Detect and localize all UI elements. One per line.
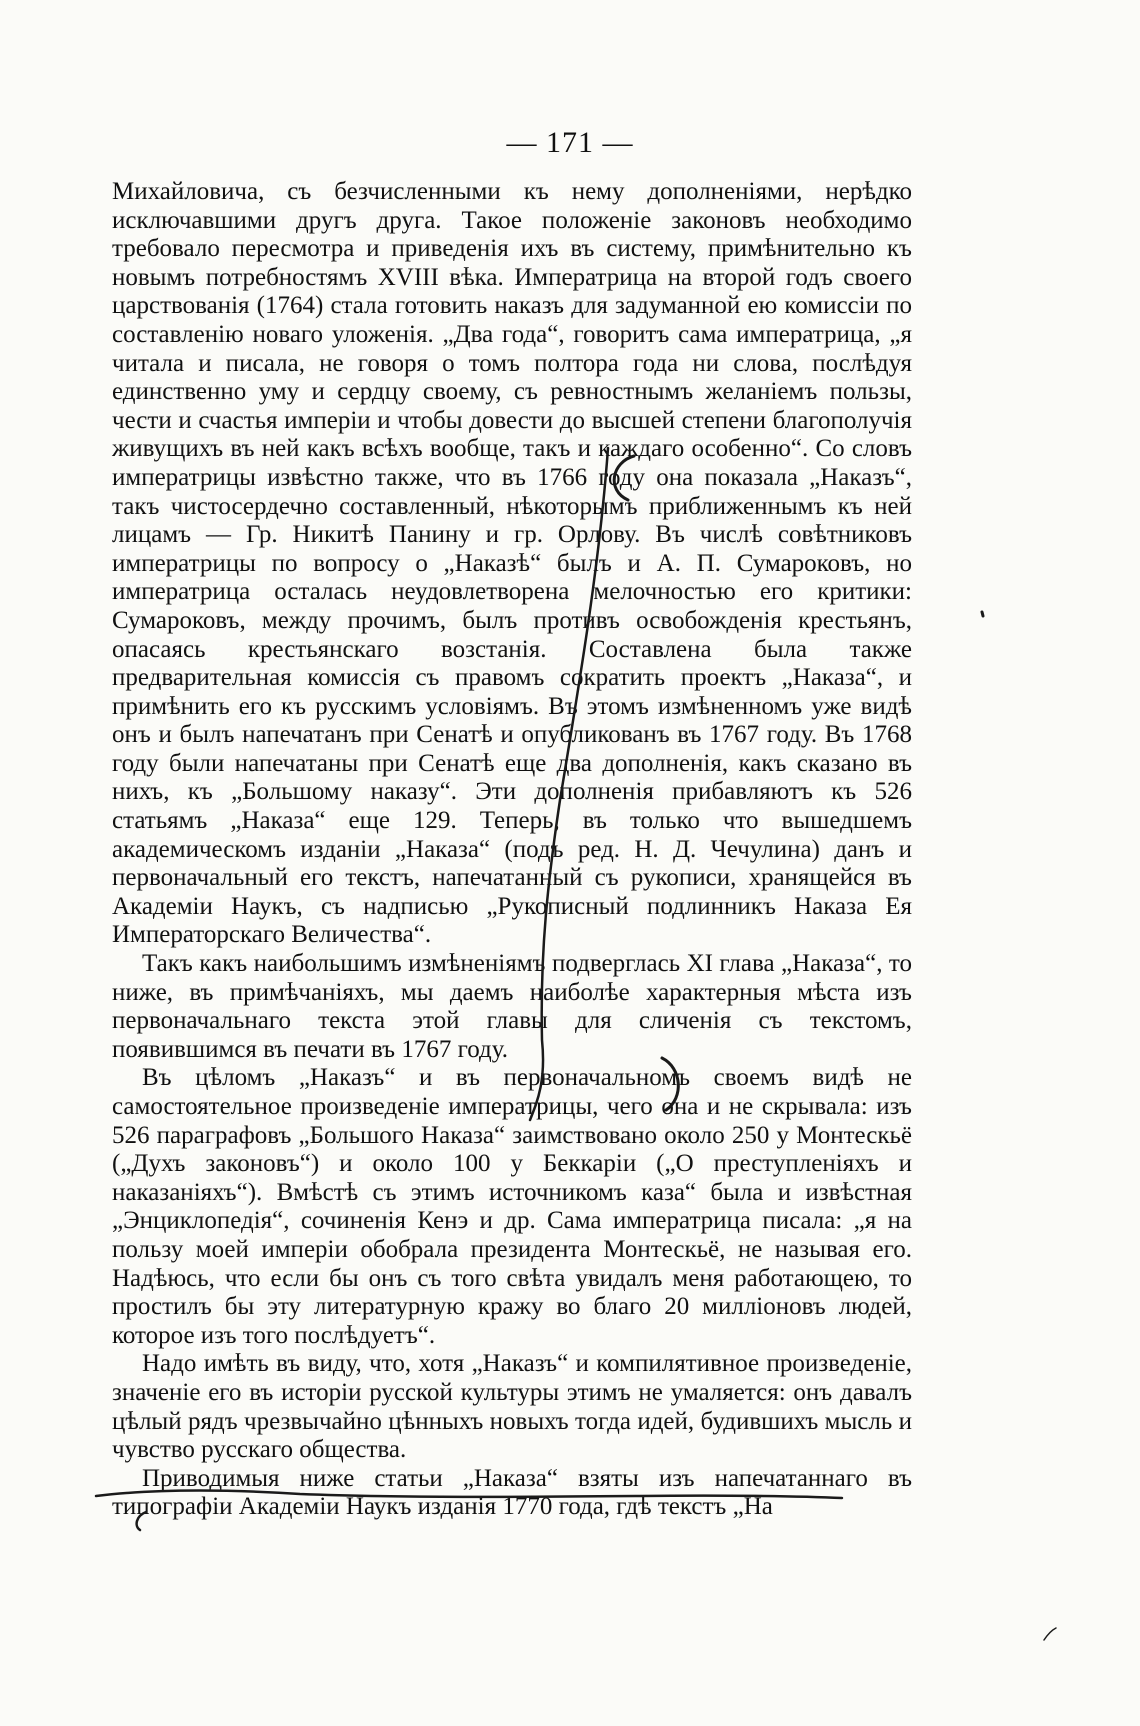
paragraph-4: Надо имѣть въ виду, что, хотя „Наказъ“ и компилятивное произведеніе, значеніе его въ исторіи русской культуры этимъ не умаляется: онъ давалъ цѣлый рядъ чрезвычайно цѣнныхъ новыхъ тогда идей, будившихъ мысль и чувство русскаго общества. [112, 1350, 912, 1464]
margin-scratch-icon [1044, 1628, 1056, 1640]
paragraph-2: Такъ какъ наибольшимъ измѣненіямъ подверглась XI глава „Наказа“, то ниже, въ примѣчаніяхъ, мы даемъ наиболѣе характерныя мѣста изъ первоначальнаго текста этой главы для сличенія съ текстомъ, появившимся въ печати въ 1767 году. [112, 950, 912, 1063]
paragraph-3: Въ цѣломъ „Наказъ“ и въ первоначальномъ своемъ видѣ не самостоятельное произведеніе императрицы, чего она и не скрывала: изъ 526 параграфовъ „Большого Наказа“ заимствовано около 250 у Монтескьё („Духъ законовъ“) и около 100 у Беккаріи („О преступленіяхъ и наказаніяхъ“). Вмѣстѣ съ этимъ источникомъ каза“ была и извѣстная „Энциклопедія“, сочиненія Кенэ и др. Сама императрица писала: „я на пользу моей имперіи обобрала президента Монтескьё, не называя его. Надѣюсь, что если бы онъ съ того свѣта увидалъ меня работающею, то простилъ бы эту литературную кражу во благо 20 милліоновъ людей, которое изъ того послѣдуетъ“. [112, 1064, 912, 1349]
paragraph-1: Михайловича, съ безчисленными къ нему дополненіями, нерѣдко исключавшими другъ друга. Такое положеніе законовъ необходимо требовало пересмотра и приведенія ихъ въ систему, примѣнительно къ новымъ потребностямъ XVIII вѣка. Императрица на второй годъ своего царствованія (1764) стала готовить наказъ для задуманной ею комиссіи по составленію новаго уложенія. „Два года“, говоритъ сама императрица, „я читала и писала, не говоря о томъ полтора года ни слова, послѣдуя единственно уму и сердцу своему, съ ревностнымъ желаніемъ пользы, чести и счастья имперіи и чтобы довести до высшей степени благополучія живущихъ въ ней какъ всѣхъ вообще, такъ и каждаго особенно“. Со словъ императрицы извѣстно также, что въ 1766 году она показала „Наказъ“, такъ чистосердечно составленный, нѣкоторымъ приближеннымъ къ ней лицамъ — Гр. Никитѣ Панину и гр. Орлову. Въ числѣ совѣтниковъ императрицы по вопросу о „Наказѣ“ былъ и А. П. Сумароковъ, но императрица осталась неудовлетворена мелочностью его критики: Сумароковъ, между прочимъ, былъ противъ освобожденія крестьянъ, опасаясь крестьянскаго возстанія. Составлена была также предварительная комиссія съ правомъ сократить проектъ „Наказа“, и примѣнить его къ русскимъ условіямъ. Въ этомъ измѣненномъ уже видѣ онъ и былъ напечатанъ при Сенатѣ и опубликованъ въ 1767 году. Въ 1768 году были напечатаны при Сенатѣ еще два дополненія, какъ сказано въ нихъ, къ „Большому наказу“. Эти дополненія прибавляютъ къ 526 статьямъ „Наказа“ еще 129. Теперь, въ только что вышедшемъ академическомъ изданіи „Наказа“ (подъ ред. Н. Д. Чечулина) данъ и первоначальный его текстъ, напечатанный съ рукописи, хранящейся въ Академіи Наукъ, съ надписью „Рукописный подлинникъ Наказа Ея Императорскаго Величества“. [112, 178, 912, 949]
paragraph-5: Приводимыя ниже статьи „Наказа“ взяты изъ напечатаннаго въ типографіи Академіи Наукъ изданія 1770 года, гдѣ текстъ „На [112, 1464, 912, 1521]
margin-dot-icon [982, 612, 983, 616]
page-number: — 171 — [506, 126, 634, 159]
body-text [112, 178, 912, 1522]
